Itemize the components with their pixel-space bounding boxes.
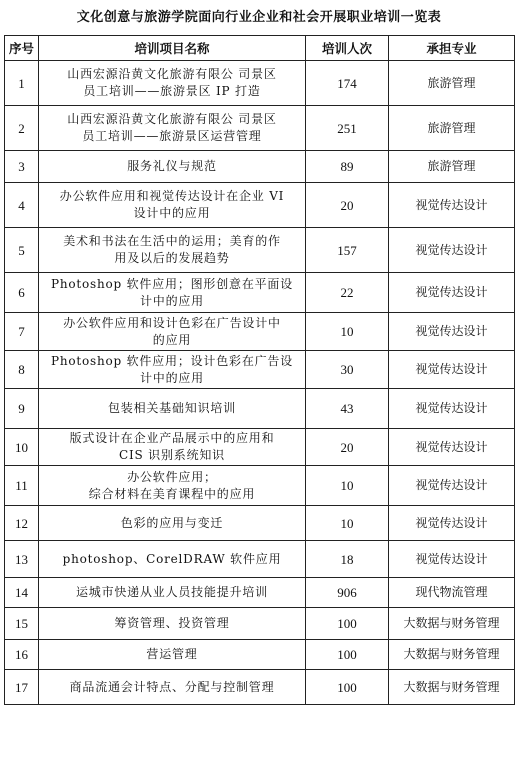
page-title: 文化创意与旅游学院面向行业企业和社会开展职业培训一览表 (76, 10, 442, 25)
row-count: 10 (306, 313, 389, 351)
row-major: 视觉传达设计 (389, 228, 515, 273)
row-major: 旅游管理 (389, 151, 515, 183)
table-row (5, 541, 515, 578)
row-major: 视觉传达设计 (389, 429, 515, 466)
row-number: 8 (5, 351, 39, 389)
header-major: 承担专业 (389, 36, 515, 61)
row-number: 15 (5, 608, 39, 640)
row-number: 9 (5, 389, 39, 429)
row-number: 6 (5, 273, 39, 313)
row-number: 4 (5, 183, 39, 228)
row-project: Photoshop 软件应用；图形创意在平面设 计中的应用 (39, 273, 306, 313)
row-number: 10 (5, 429, 39, 466)
row-project: 商品流通会计特点、分配与控制管理 (39, 670, 306, 705)
row-number: 17 (5, 670, 39, 705)
row-number: 12 (5, 506, 39, 541)
table-row (5, 578, 515, 608)
table-row (5, 228, 515, 273)
row-major: 视觉传达设计 (389, 466, 515, 506)
row-number: 2 (5, 106, 39, 151)
header-project: 培训项目名称 (39, 36, 306, 61)
row-project: 运城市快递从业人员技能提升培训 (39, 578, 306, 608)
table-row (5, 466, 515, 506)
row-major: 视觉传达设计 (389, 183, 515, 228)
row-count: 251 (306, 106, 389, 151)
row-count: 20 (306, 183, 389, 228)
row-count: 10 (306, 466, 389, 506)
table-row (5, 151, 515, 183)
row-project: 山西宏源沿黄文化旅游有限公 司景区 员工培训——旅游景区 IP 打造 (39, 61, 306, 106)
row-number: 16 (5, 640, 39, 670)
row-major: 大数据与财务管理 (389, 640, 515, 670)
row-major: 大数据与财务管理 (389, 608, 515, 640)
table-row (5, 351, 515, 389)
table-row (5, 183, 515, 228)
row-number: 11 (5, 466, 39, 506)
row-count: 18 (306, 541, 389, 578)
row-count: 100 (306, 640, 389, 670)
header-count: 培训人次 (306, 36, 389, 61)
training-table (4, 35, 515, 705)
table-row (5, 608, 515, 640)
row-major: 视觉传达设计 (389, 389, 515, 429)
row-count: 43 (306, 389, 389, 429)
row-count: 157 (306, 228, 389, 273)
row-project: 色彩的应用与变迁 (39, 506, 306, 541)
table-body (5, 61, 515, 705)
row-project: 山西宏源沿黄文化旅游有限公 司景区 员工培训——旅游景区运营管理 (39, 106, 306, 151)
table-row (5, 506, 515, 541)
row-major: 旅游管理 (389, 106, 515, 151)
row-project: 办公软件应用； 综合材料在美育课程中的应用 (39, 466, 306, 506)
row-number: 13 (5, 541, 39, 578)
row-project: 办公软件应用和设计色彩在广告设计中 的应用 (39, 313, 306, 351)
row-project: photoshop、CorelDRAW 软件应用 (39, 541, 306, 578)
table-row (5, 389, 515, 429)
row-count: 174 (306, 61, 389, 106)
row-project: 办公软件应用和视觉传达设计在企业 VI 设计中的应用 (39, 183, 306, 228)
row-project: 营运管理 (39, 640, 306, 670)
row-count: 100 (306, 608, 389, 640)
row-count: 20 (306, 429, 389, 466)
row-project: 筹资管理、投资管理 (39, 608, 306, 640)
row-major: 视觉传达设计 (389, 351, 515, 389)
row-number: 1 (5, 61, 39, 106)
table-row (5, 670, 515, 705)
row-major: 视觉传达设计 (389, 313, 515, 351)
row-major: 视觉传达设计 (389, 273, 515, 313)
row-project: 包装相关基础知识培训 (39, 389, 306, 429)
header-row (5, 36, 515, 61)
row-count: 100 (306, 670, 389, 705)
row-major: 大数据与财务管理 (389, 670, 515, 705)
row-count: 30 (306, 351, 389, 389)
row-number: 3 (5, 151, 39, 183)
row-major: 视觉传达设计 (389, 506, 515, 541)
row-major: 视觉传达设计 (389, 541, 515, 578)
table-row (5, 429, 515, 466)
table-row (5, 313, 515, 351)
row-project: 版式设计在企业产品展示中的应用和 CIS 识别系统知识 (39, 429, 306, 466)
table-row (5, 273, 515, 313)
row-project: 美术和书法在生活中的运用；美育的作 用及以后的发展趋势 (39, 228, 306, 273)
table-row (5, 61, 515, 106)
row-number: 7 (5, 313, 39, 351)
row-major: 现代物流管理 (389, 578, 515, 608)
row-project: 服务礼仪与规范 (39, 151, 306, 183)
row-major: 旅游管理 (389, 61, 515, 106)
row-project: Photoshop 软件应用；设计色彩在广告设 计中的应用 (39, 351, 306, 389)
row-count: 10 (306, 506, 389, 541)
header-no: 序号 (5, 36, 39, 61)
row-number: 14 (5, 578, 39, 608)
row-number: 5 (5, 228, 39, 273)
table-row (5, 640, 515, 670)
row-count: 906 (306, 578, 389, 608)
row-count: 22 (306, 273, 389, 313)
row-count: 89 (306, 151, 389, 183)
table-row (5, 106, 515, 151)
